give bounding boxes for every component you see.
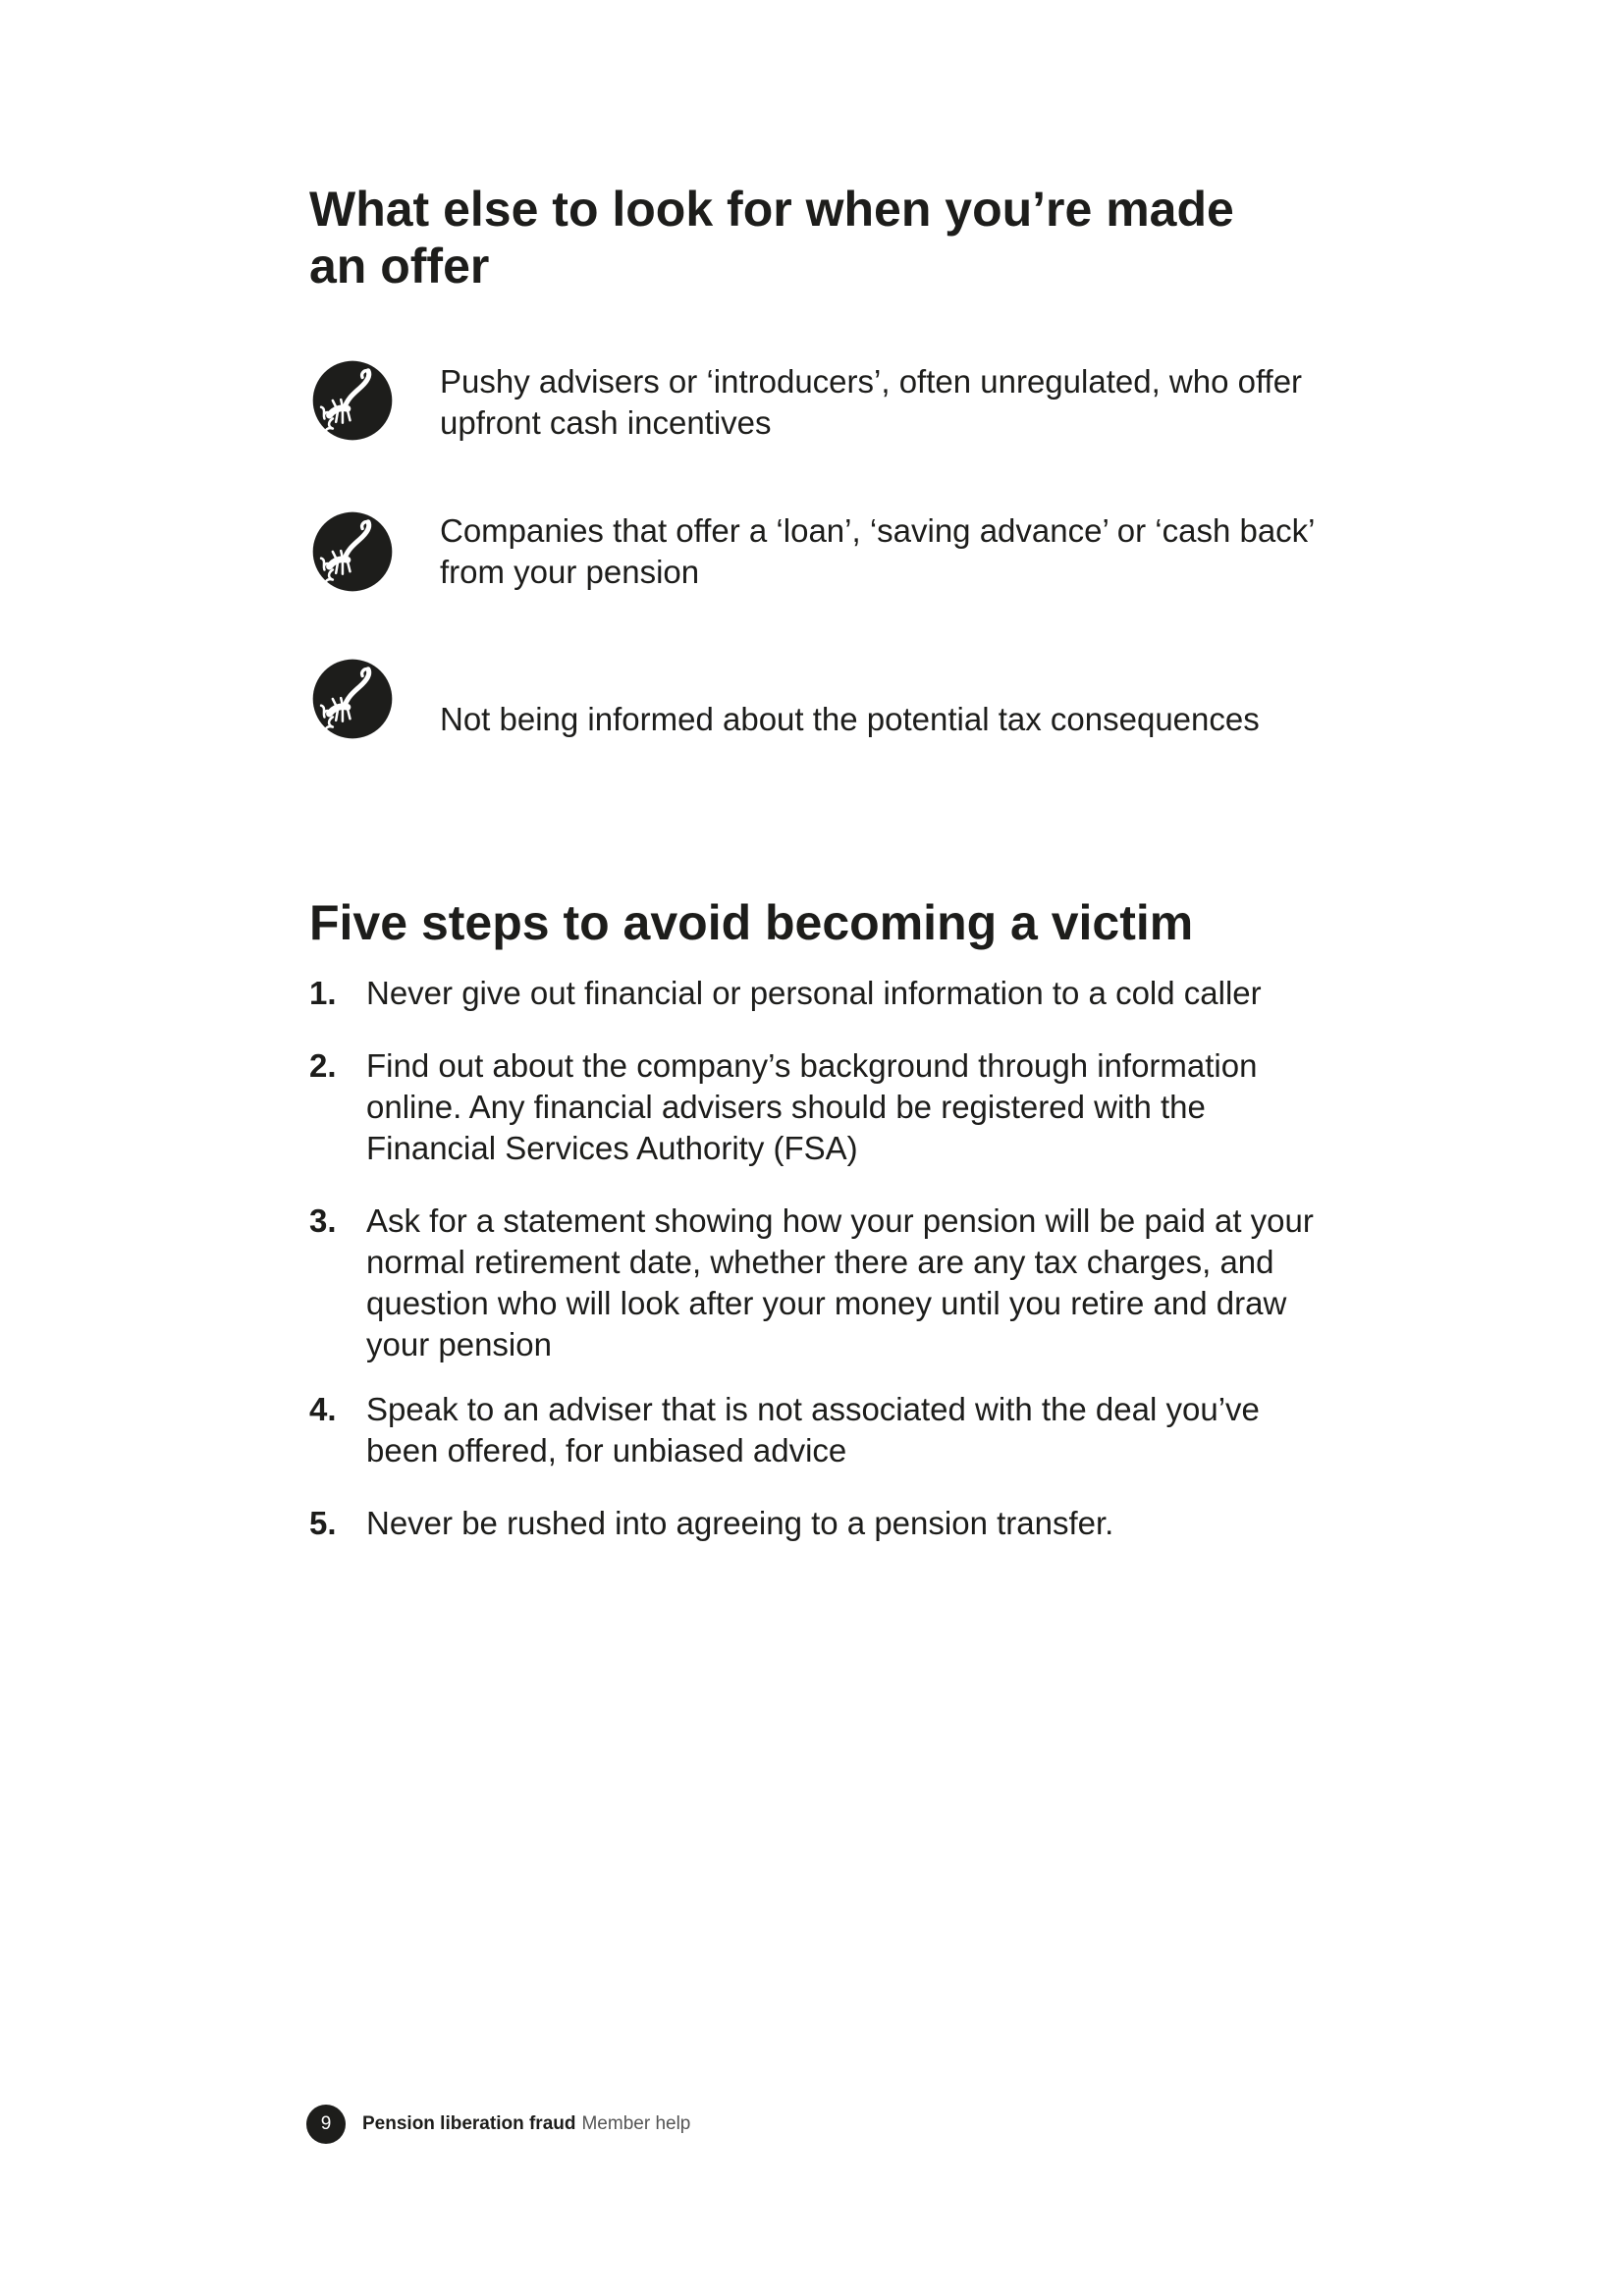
steps-list: [309, 973, 1330, 1544]
offer-heading: What else to look for when you’re made an offer: [309, 182, 1234, 294]
step-item: [309, 1201, 1330, 1365]
warning-item: [309, 654, 1350, 804]
step-item: [309, 973, 1330, 1014]
step-number: 4.: [309, 1391, 337, 1427]
scorpion-icon: [311, 658, 394, 740]
warning-text: Companies that offer a ‘loan’, ‘saving advance’ or ‘cash back’ from your pension: [440, 512, 1315, 590]
steps-heading: Five steps to avoid becoming a victim: [309, 895, 1194, 950]
warning-text: Pushy advisers or ‘introducers’, often unregulated, who offer upfront cash incentives: [440, 363, 1303, 441]
page-number-badge: 9: [306, 2105, 346, 2144]
step-item: [309, 1389, 1330, 1471]
scorpion-icon: [311, 510, 394, 593]
step-text: Never give out financial or personal information to a cold caller: [366, 975, 1262, 1011]
warning-list: [309, 353, 1350, 804]
page-footer: [306, 2105, 690, 2144]
scorpion-icon: [311, 359, 394, 442]
footer-title: Pension liberation fraud: [362, 2113, 576, 2134]
step-text: Ask for a statement showing how your pension will be paid at your normal retirement date, whether there are any tax charges, and question who will look after your money until you retire and draw your pension: [366, 1202, 1314, 1362]
footer-subtitle: Member help: [581, 2113, 691, 2134]
warning-text: Not being informed about the potential tax consequences: [440, 701, 1260, 737]
step-item: [309, 1503, 1330, 1544]
step-number: 2.: [309, 1047, 337, 1084]
step-text: Never be rushed into agreeing to a pension transfer.: [366, 1505, 1114, 1541]
warning-item: [309, 353, 1350, 504]
step-number: 1.: [309, 975, 337, 1011]
step-text: Speak to an adviser that is not associated with the deal you’ve been offered, for unbiased advice: [366, 1391, 1260, 1468]
step-item: [309, 1045, 1330, 1169]
warning-item: [309, 504, 1350, 654]
step-text: Find out about the company’s background through information online. Any financial advisers should be registered with the Financial Services Authority (FSA): [366, 1047, 1258, 1166]
step-number: 3.: [309, 1202, 337, 1239]
step-number: 5.: [309, 1505, 337, 1541]
